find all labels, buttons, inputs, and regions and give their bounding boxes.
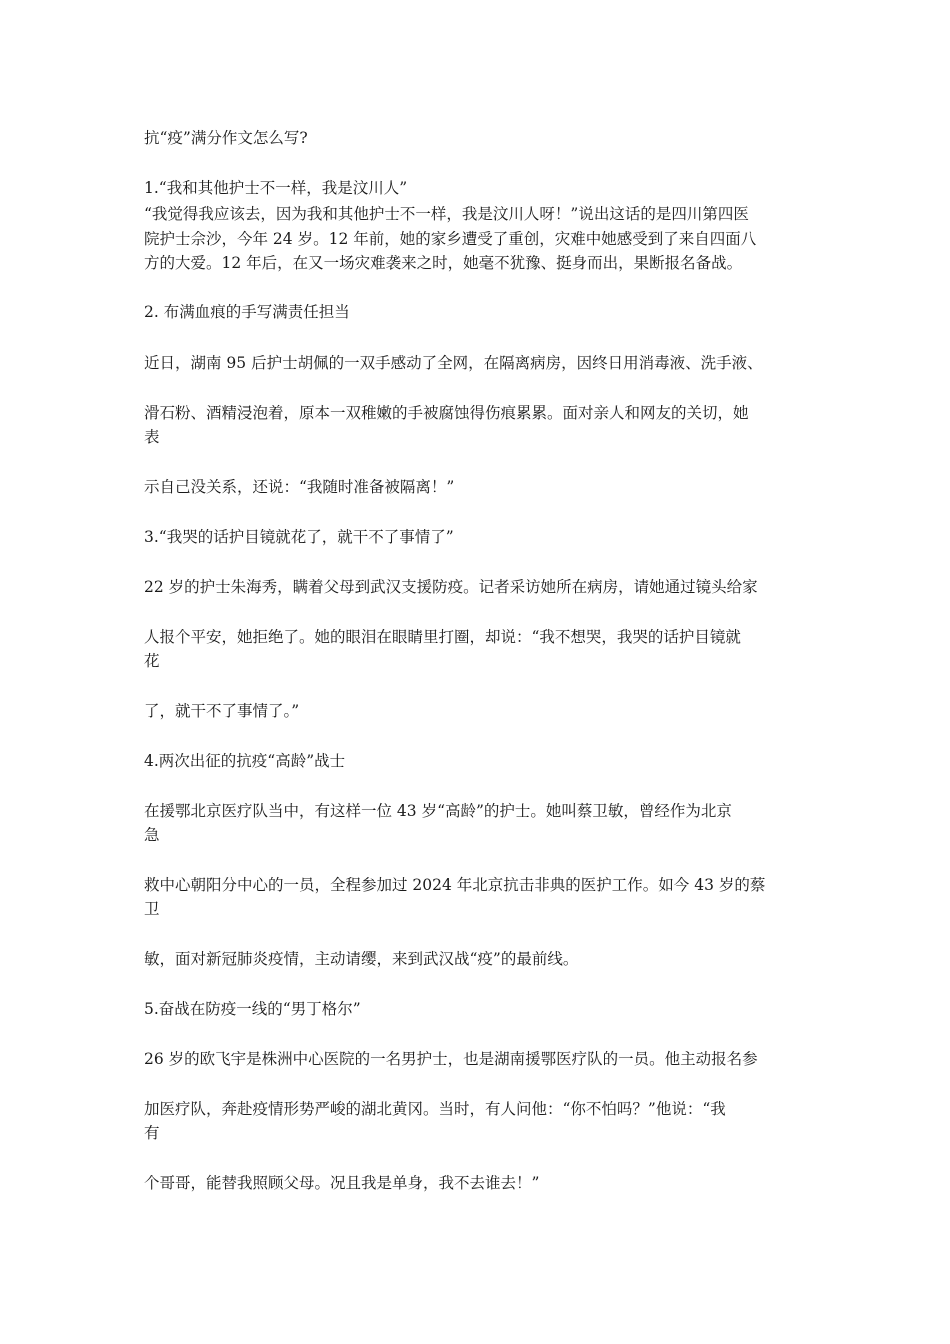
paragraph-line: 有 bbox=[144, 1124, 160, 1142]
paragraph-line: 22 岁的护士朱海秀，瞒着父母到武汉支援防疫。记者采访她所在病房，请她通过镜头给家 bbox=[144, 578, 758, 596]
paragraph-line: 人报个平安，她拒绝了。她的眼泪在眼睛里打圈，却说：“我不想哭，我哭的话护目镜就 bbox=[144, 628, 741, 646]
paragraph-line: 花 bbox=[144, 652, 160, 670]
paragraph-line: 救中心朝阳分中心的一员，全程参加过 2024 年北京抗击非典的医护工作。如今 43 岁的蔡 bbox=[144, 876, 766, 894]
section-heading: 3.“我哭的话护目镜就花了，就干不了事情了” bbox=[144, 528, 454, 546]
paragraph-line: 加医疗队，奔赴疫情形势严峻的湖北黄冈。当时，有人问他：“你不怕吗？”他说：“我 bbox=[144, 1100, 726, 1118]
section-heading: 2. 布满血痕的手写满责任担当 bbox=[144, 303, 350, 321]
paragraph-line: 在援鄂北京医疗队当中，有这样一位 43 岁“高龄”的护士。她叫蔡卫敏，曾经作为北京 bbox=[144, 802, 732, 820]
section-heading: 1.“我和其他护士不一样，我是汶川人” bbox=[144, 179, 408, 197]
paragraph-line: 敏，面对新冠肺炎疫情，主动请缨，来到武汉战“疫”的最前线。 bbox=[144, 950, 579, 968]
paragraph-line: 个哥哥，能替我照顾父母。况且我是单身，我不去谁去！” bbox=[144, 1174, 540, 1192]
paragraph-line: 院护士佘沙，今年 24 岁。12 年前，她的家乡遭受了重创，灾难中她感受到了来自四面八 bbox=[144, 230, 757, 248]
paragraph-line: 26 岁的欧飞宇是株洲中心医院的一名男护士，也是湖南援鄂医疗队的一员。他主动报名参 bbox=[144, 1050, 758, 1068]
paragraph-line: 卫 bbox=[144, 900, 160, 918]
paragraph-line: 了，就干不了事情了。” bbox=[144, 702, 300, 720]
paragraph-line: 近日，湖南 95 后护士胡佩的一双手感动了全网，在隔离病房，因终日用消毒液、洗手液、 bbox=[144, 354, 763, 372]
paragraph-line: 表 bbox=[144, 428, 160, 446]
paragraph-line: 示自己没关系，还说：“我随时准备被隔离！” bbox=[144, 478, 455, 496]
document-title: 抗“疫”满分作文怎么写? bbox=[144, 129, 308, 147]
paragraph-line: 急 bbox=[144, 826, 160, 844]
paragraph-line: 滑石粉、酒精浸泡着，原本一双稚嫩的手被腐蚀得伤痕累累。面对亲人和网友的关切，她 bbox=[144, 404, 749, 422]
section-heading: 4.两次出征的抗疫“高龄”战士 bbox=[144, 752, 346, 770]
section-heading: 5.奋战在防疫一线的“男丁格尔” bbox=[144, 1000, 361, 1018]
paragraph-line: “我觉得我应该去，因为我和其他护士不一样，我是汶川人呀！”说出这话的是四川第四医 bbox=[144, 205, 749, 223]
paragraph-line: 方的大爱。12 年后，在又一场灾难袭来之时，她毫不犹豫、挺身而出，果断报名备战。 bbox=[144, 254, 743, 272]
